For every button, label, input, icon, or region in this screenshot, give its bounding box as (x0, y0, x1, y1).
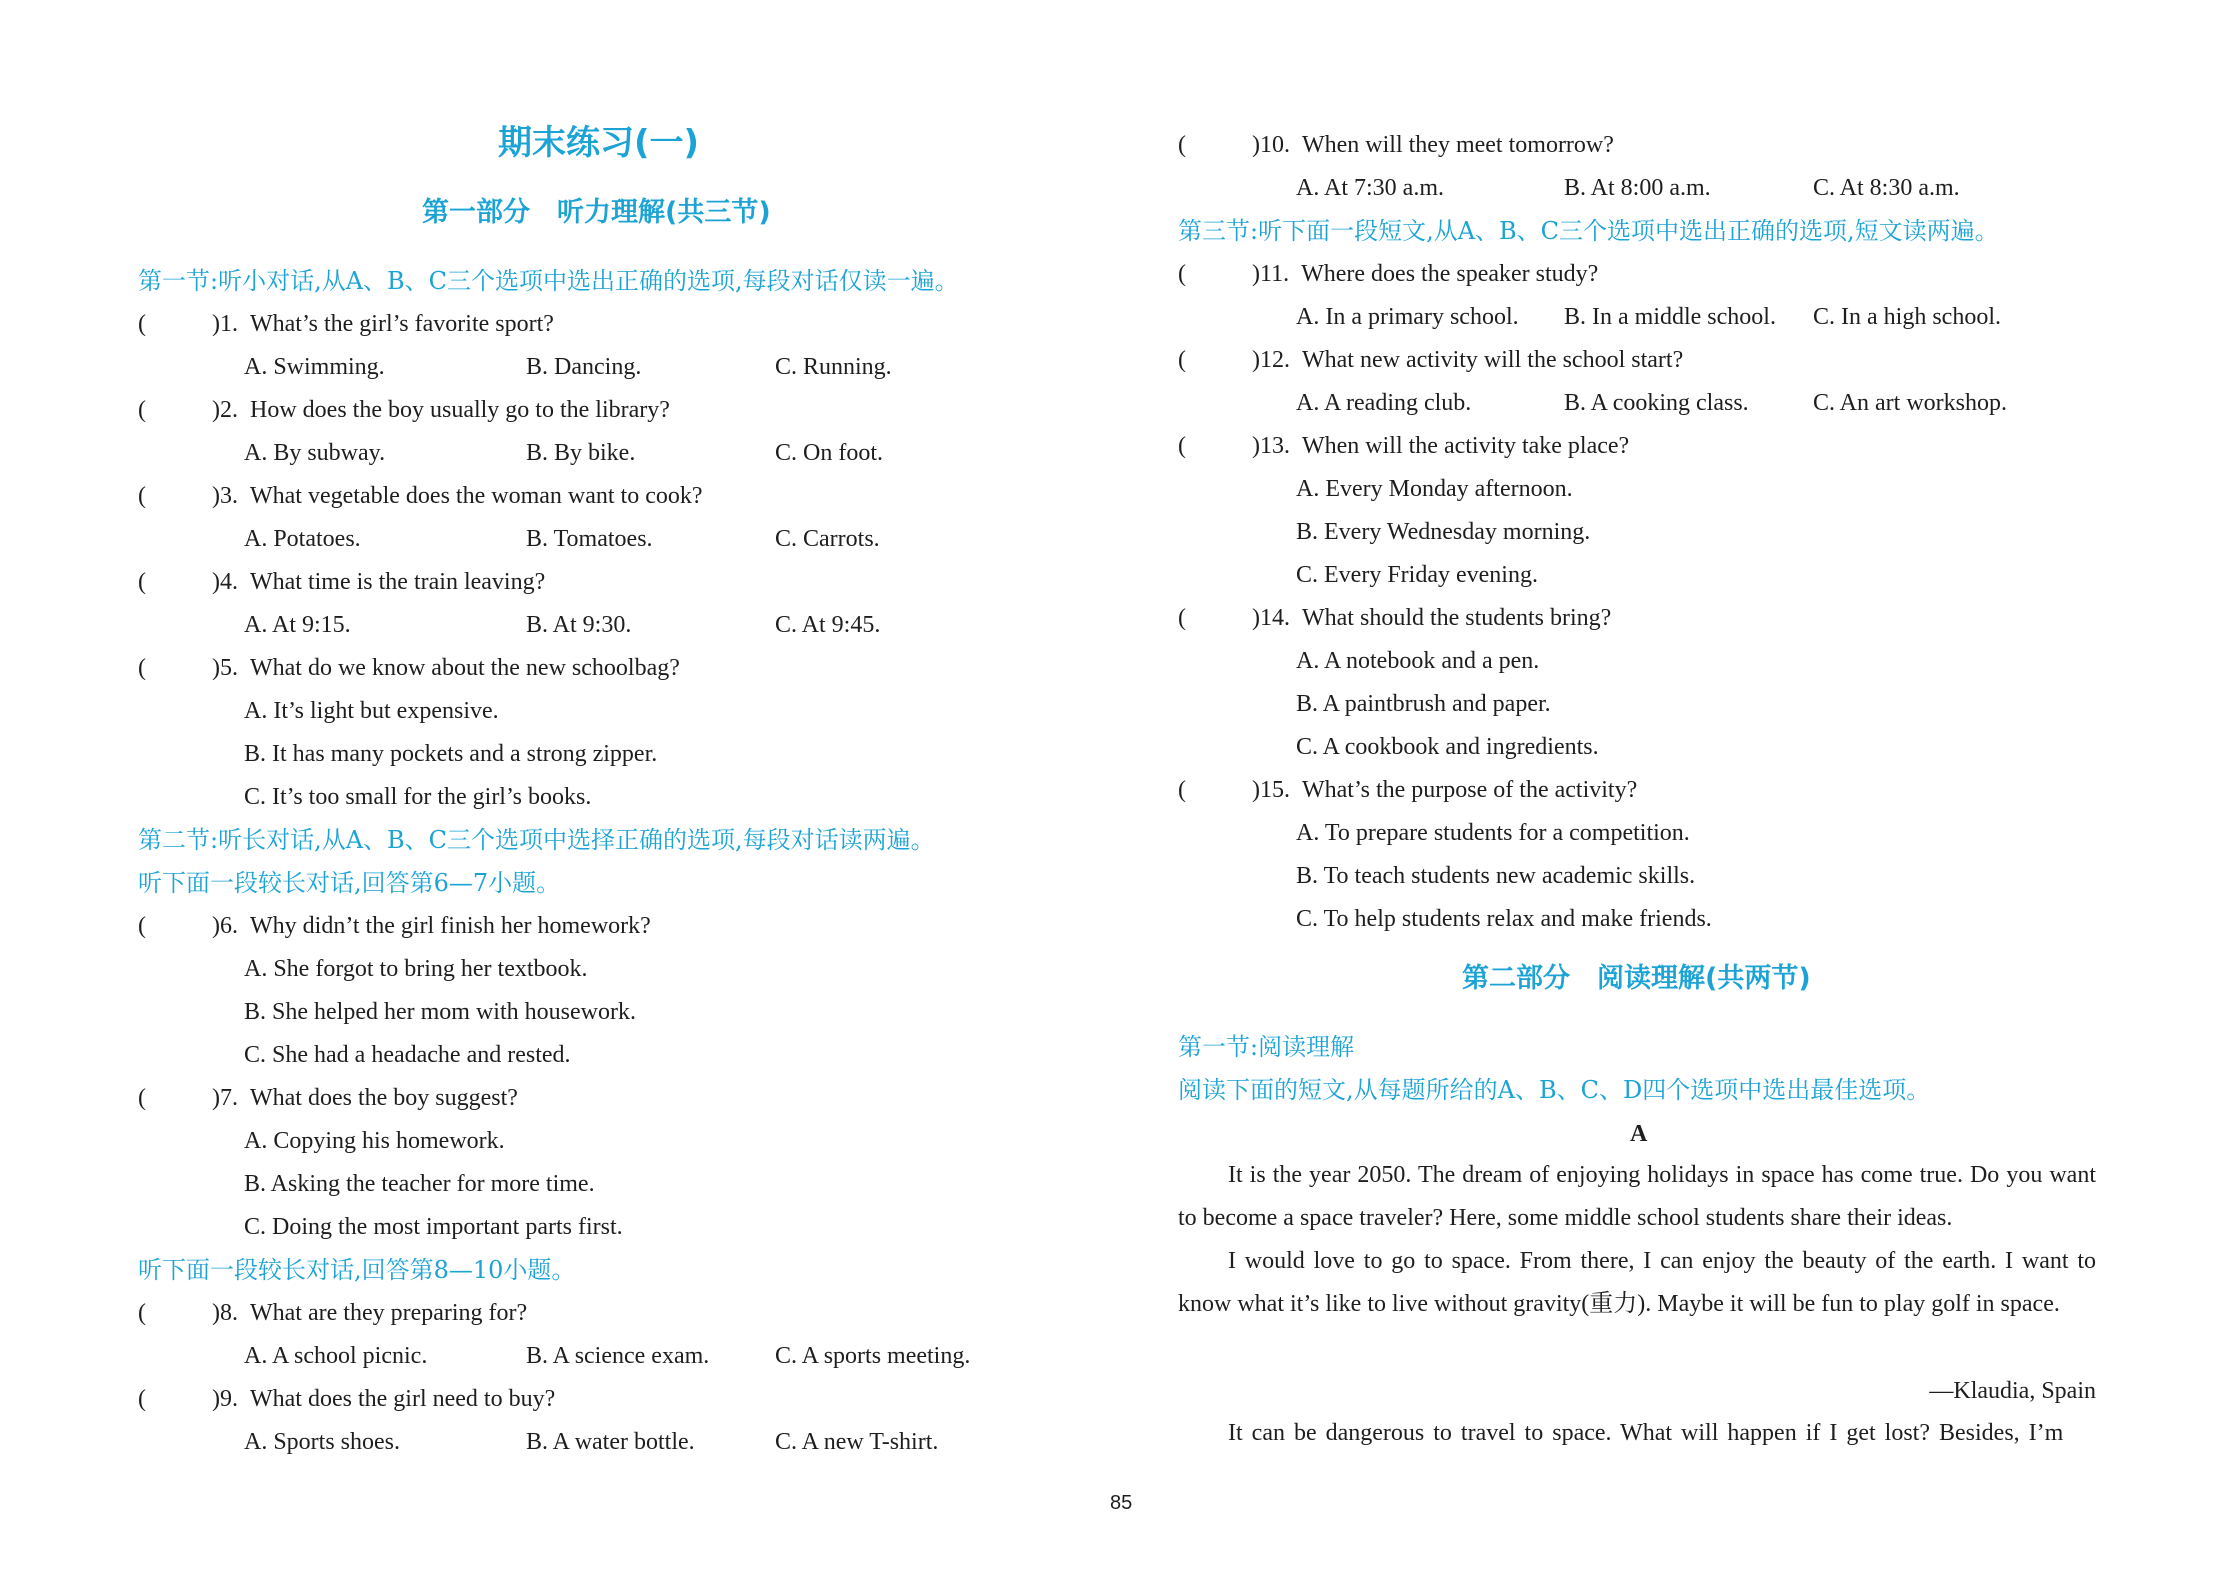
question-13 (1178, 431, 1629, 461)
question-12 (1178, 345, 1683, 375)
question-1 (138, 309, 554, 339)
passage-paragraph-2: I would love to go to space. From there, I can enjoy the beauty of the earth. I want to know what it’s like to live without gravity(重力). Maybe it will be fun to play golf in space. (1178, 1248, 2096, 1317)
option-12c: C. An art workshop. (1813, 390, 2007, 416)
question-10 (1178, 130, 1614, 160)
option-15c: C. To help students relax and make friends. (1296, 906, 1712, 932)
question-number: )15. (1252, 777, 1290, 803)
option-4c: C. At 9:45. (775, 612, 881, 638)
question-number: )2. (212, 397, 238, 423)
option-10b: B. At 8:00 a.m. (1564, 175, 1711, 201)
option-9c: C. A new T-shirt. (775, 1429, 939, 1455)
reading-instruction: 阅读下面的短文,从每题所给的A、B、C、D四个选项中选出最佳选项。 (1178, 1076, 1931, 1104)
question-6 (138, 911, 651, 941)
option-5b: B. It has many pockets and a strong zipper. (244, 741, 658, 767)
option-11b: B. In a middle school. (1564, 304, 1776, 330)
question-text: What does the girl need to buy? (250, 1386, 556, 1412)
option-12b: B. A cooking class. (1564, 390, 1749, 416)
answer-blank[interactable]: ( (138, 483, 146, 509)
question-8 (138, 1298, 527, 1328)
question-text: What time is the train leaving? (250, 569, 546, 595)
page-title: 期末练习(一) (498, 123, 700, 163)
option-11a: A. In a primary school. (1296, 304, 1519, 330)
option-8c: C. A sports meeting. (775, 1343, 971, 1369)
answer-blank[interactable]: ( (138, 1085, 146, 1111)
option-13c: C. Every Friday evening. (1296, 562, 1538, 588)
question-15 (1178, 775, 1637, 805)
option-12a: A. A reading club. (1296, 390, 1472, 416)
answer-blank[interactable]: ( (138, 1300, 146, 1326)
question-number: )13. (1252, 433, 1290, 459)
option-2a: A. By subway. (244, 440, 386, 466)
option-8b: B. A science exam. (526, 1343, 710, 1369)
question-text: What do we know about the new schoolbag? (250, 655, 680, 681)
option-14a: A. A notebook and a pen. (1296, 648, 1540, 674)
answer-blank[interactable]: ( (138, 655, 146, 681)
option-15b: B. To teach students new academic skills. (1296, 863, 1696, 889)
question-text: How does the boy usually go to the library? (250, 397, 670, 423)
answer-blank[interactable]: ( (138, 311, 146, 337)
question-number: )1. (212, 311, 238, 337)
question-text: What’s the purpose of the activity? (1302, 777, 1638, 803)
page-number: 85 (1110, 1492, 1133, 1514)
question-text: Where does the speaker study? (1301, 261, 1599, 287)
part2-heading: 第二部分 阅读理解(共两节) (1462, 963, 1811, 994)
question-number: )8. (212, 1300, 238, 1326)
question-number: )12. (1252, 347, 1290, 373)
option-10c: C. At 8:30 a.m. (1813, 175, 1960, 201)
section2-group1: 听下面一段较长对话,回答第6—7小题。 (138, 869, 561, 897)
passage-paragraph-1: It is the year 2050. The dream of enjoying holidays in space has come true. Do you want to become a space traveler? Here, some middle school students share their ideas. (1178, 1162, 2096, 1231)
option-14b: B. A paintbrush and paper. (1296, 691, 1551, 717)
passage-letter: A (1630, 1121, 1648, 1147)
option-15a: A. To prepare students for a competition. (1296, 820, 1690, 846)
option-5c: C. It’s too small for the girl’s books. (244, 784, 592, 810)
question-text: Why didn’t the girl finish her homework? (250, 913, 651, 939)
answer-blank[interactable]: ( (138, 1386, 146, 1412)
option-3b: B. Tomatoes. (526, 526, 653, 552)
question-number: )6. (212, 913, 238, 939)
option-13a: A. Every Monday afternoon. (1296, 476, 1573, 502)
reading-section1: 第一节:阅读理解 (1178, 1033, 1355, 1061)
answer-blank[interactable]: ( (1178, 132, 1186, 158)
section1-instruction: 第一节:听小对话,从A、B、C三个选项中选出正确的选项,每段对话仅读一遍。 (138, 267, 959, 295)
option-4a: A. At 9:15. (244, 612, 351, 638)
question-text: What are they preparing for? (250, 1300, 528, 1326)
question-number: )3. (212, 483, 238, 509)
option-11c: C. In a high school. (1813, 304, 2001, 330)
option-7a: A. Copying his homework. (244, 1128, 505, 1154)
question-text: What should the students bring? (1302, 605, 1612, 631)
option-6b: B. She helped her mom with housework. (244, 999, 636, 1025)
question-11 (1178, 259, 1598, 289)
option-4b: B. At 9:30. (526, 612, 632, 638)
question-number: )5. (212, 655, 238, 681)
question-4 (138, 567, 545, 597)
question-text: When will they meet tomorrow? (1302, 132, 1614, 158)
option-7b: B. Asking the teacher for more time. (244, 1171, 595, 1197)
option-5a: A. It’s light but expensive. (244, 698, 499, 724)
question-number: )9. (212, 1386, 238, 1412)
question-2 (138, 395, 670, 425)
question-text: When will the activity take place? (1302, 433, 1630, 459)
question-number: )4. (212, 569, 238, 595)
answer-blank[interactable]: ( (138, 569, 146, 595)
question-text: What new activity will the school start? (1302, 347, 1684, 373)
option-1b: B. Dancing. (526, 354, 642, 380)
question-number: )14. (1252, 605, 1290, 631)
question-text: What vegetable does the woman want to cook? (250, 483, 703, 509)
answer-blank[interactable]: ( (1178, 433, 1186, 459)
question-number: )11. (1252, 261, 1290, 287)
question-14 (1178, 603, 1611, 633)
question-number: )7. (212, 1085, 238, 1111)
answer-blank[interactable]: ( (138, 913, 146, 939)
question-9 (138, 1384, 555, 1414)
question-number: )10. (1252, 132, 1290, 158)
answer-blank[interactable]: ( (1178, 605, 1186, 631)
answer-blank[interactable]: ( (1178, 777, 1186, 803)
passage-last-line: It can be dangerous to travel to space. What will happen if I get lost? Besides, I’m (1228, 1420, 2064, 1446)
option-14c: C. A cookbook and ingredients. (1296, 734, 1599, 760)
passage-signature: —Klaudia, Spain (1929, 1378, 2096, 1404)
answer-blank[interactable]: ( (1178, 347, 1186, 373)
option-9b: B. A water bottle. (526, 1429, 695, 1455)
option-9a: A. Sports shoes. (244, 1429, 401, 1455)
question-7 (138, 1083, 518, 1113)
answer-blank[interactable]: ( (138, 397, 146, 423)
section2-group2: 听下面一段较长对话,回答第8—10小题。 (138, 1256, 576, 1284)
option-2c: C. On foot. (775, 440, 883, 466)
question-5 (138, 653, 680, 683)
option-13b: B. Every Wednesday morning. (1296, 519, 1591, 545)
option-1a: A. Swimming. (244, 354, 385, 380)
section3-instruction: 第三节:听下面一段短文,从A、B、C三个选项中选出正确的选项,短文读两遍。 (1178, 217, 1999, 245)
part1-heading: 第一部分 听力理解(共三节) (422, 197, 771, 228)
question-text: What’s the girl’s favorite sport? (250, 311, 554, 337)
option-7c: C. Doing the most important parts first. (244, 1214, 623, 1240)
answer-blank[interactable]: ( (1178, 261, 1186, 287)
option-8a: A. A school picnic. (244, 1343, 428, 1369)
option-6c: C. She had a headache and rested. (244, 1042, 571, 1068)
option-1c: C. Running. (775, 354, 892, 380)
option-10a: A. At 7:30 a.m. (1296, 175, 1444, 201)
option-3a: A. Potatoes. (244, 526, 361, 552)
option-6a: A. She forgot to bring her textbook. (244, 956, 588, 982)
option-2b: B. By bike. (526, 440, 636, 466)
question-text: What does the boy suggest? (250, 1085, 518, 1111)
section2-instruction: 第二节:听长对话,从A、B、C三个选项中选择正确的选项,每段对话读两遍。 (138, 826, 935, 854)
option-3c: C. Carrots. (775, 526, 880, 552)
question-3 (138, 481, 703, 511)
